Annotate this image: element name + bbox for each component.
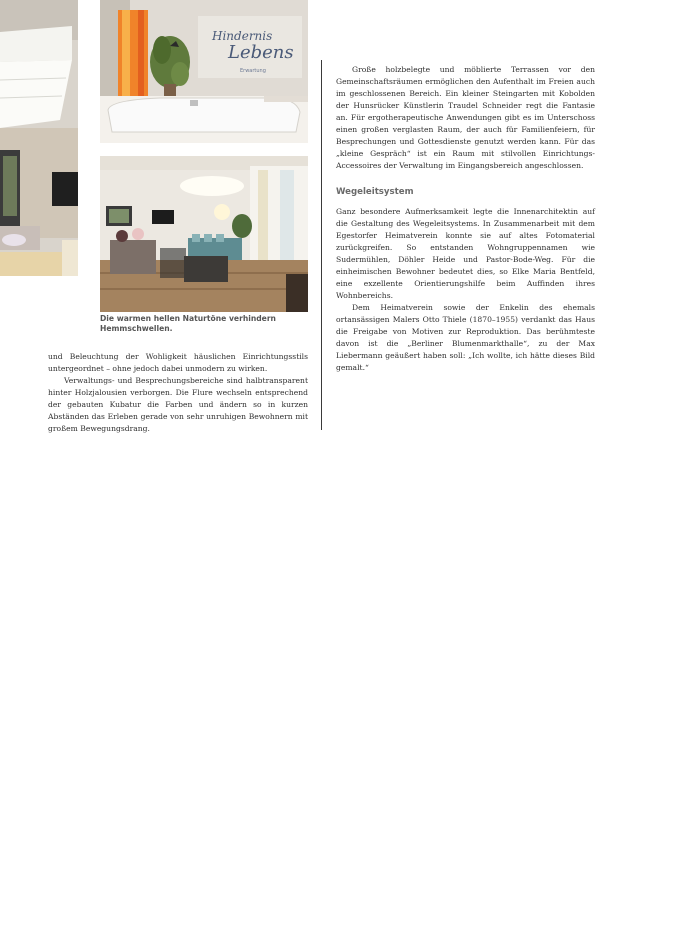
interior-photo-left [0, 0, 86, 276]
svg-text:Hindernis: Hindernis [212, 29, 273, 43]
bath-room-photo [100, 0, 308, 143]
lounge-photo [100, 156, 308, 312]
left-paragraph-2: Verwaltungs- und Besprechungsbereiche sind halbtransparent hinter Holzjalousien verborgen. Die Flure wechseln entsprechend der gebauten Kubatur die Farben und ändern so in kurzen Abständen das Erleben gerade von sehr unruhigen Bewohnern mit großem Bewegungsdrang. [48, 376, 308, 433]
section-heading: Wegeleitsystem [336, 187, 414, 197]
svg-text:Lebens: Lebens [228, 42, 294, 63]
column-divider [321, 60, 322, 430]
right-text-column [336, 64, 595, 374]
photo-caption: Die warmen hellen Naturtöne verhindern Hemmschwellen. [100, 314, 276, 333]
left-text-column [48, 351, 308, 435]
right-paragraph-1: Große holzbelegte und möblierte Terrassen vor den Gemeinschaftsräumen ermöglichen den Aufenthalt im Freien auch im geschlossenen Bereich. Ein kleiner Steingarten mit Kobolden der Hunsrücker Künstlerin Traudel Schneider regt die Fantasie an. Für ergotherapeutische Anwendungen gibt es im Unterschoss einen großen verglasten Raum, der auch für Familienfeiern, für Besprechungen und Gottesdienste genutzt werden kann. Für das „kleine Gespräch“ ist ein Raum mit stilvollen Einrichtungs-Accessoires der Verwaltung im Eingangsbereich angeschlossen. [336, 65, 595, 170]
right-paragraph-2: Ganz besondere Aufmerksamkeit legte die Innenarchitektin auf die Gestaltung des Wegeleitsystems. In Zusammenarbeit mit dem Egestorfer Heimatverein konnte sie auf altes Fotomaterial zurückgreifen. So entstanden Wohngruppennamen wie Sudermühlen, Döhler Heide und Pastor-Bode-Weg. Für die einheimischen Bewohner bedeutet dies, so Elke Maria Bentfeld, eine exzellente Orientierungshilfe beim Auffinden ihres Wohnbereichs. [336, 207, 595, 300]
svg-text:Erwartung: Erwartung [240, 68, 266, 74]
right-paragraph-3: Dem Heimatverein sowie der Enkelin des ehemals ortansässigen Malers Otto Thiele (1870–1955) verdankt das Haus die Freigabe von Motiven zur Reproduktion. Das berühmteste davon ist die „Berliner Blumenmarkthalle“, zu der Max Liebermann geäußert haben soll: „Ich wollte, ich hätte dieses Bild gemalt.“ [336, 303, 595, 372]
left-paragraph-1: und Beleuchtung der Wohligkeit häuslichen Einrichtungsstils untergeordnet – ohne jedoch dabei unmodern zu wirken. [48, 352, 308, 373]
